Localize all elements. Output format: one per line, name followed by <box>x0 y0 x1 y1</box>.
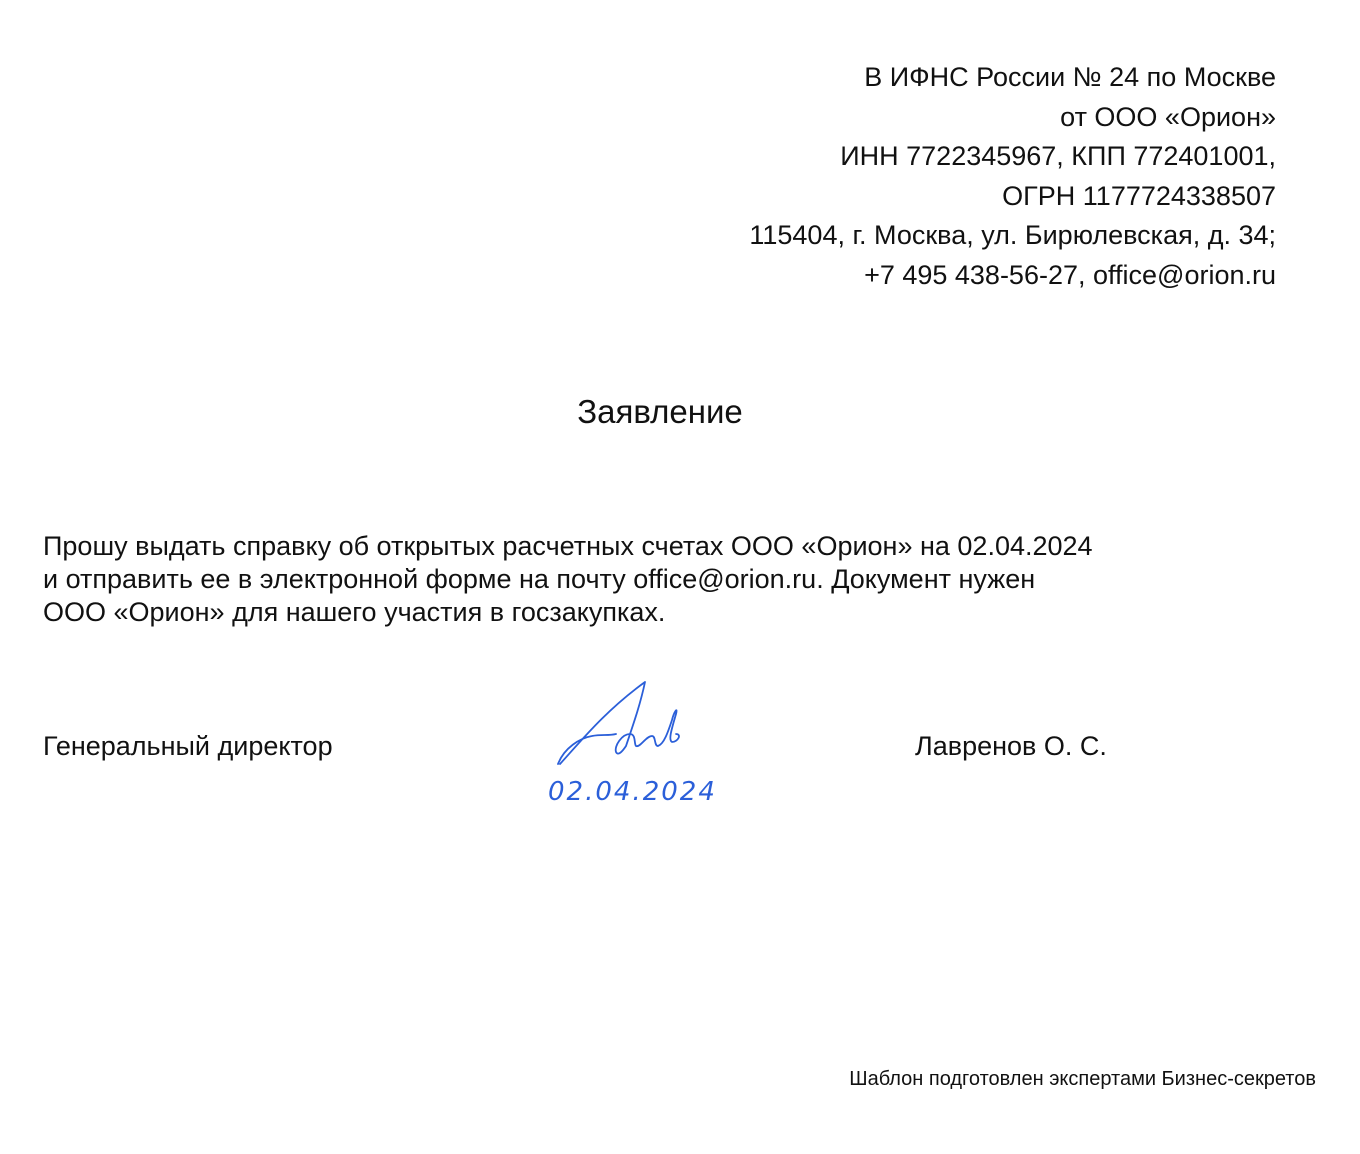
request-body <box>43 530 1093 629</box>
body-line: ООО «Орион» для нашего участия в госзакупках. <box>43 597 666 627</box>
addressee-line: ИНН 7722345967, КПП 772401001, <box>840 141 1276 171</box>
body-line: Прошу выдать справку об открытых расчетных счетах ООО «Орион» на 02.04.2024 <box>43 531 1093 561</box>
signer-position: Генеральный директор <box>43 731 333 761</box>
signer-name: Лавренов О. С. <box>915 731 1107 761</box>
addressee-line: 115404, г. Москва, ул. Бирюлевская, д. 34; <box>749 220 1276 250</box>
addressee-block <box>749 58 1276 295</box>
body-line: и отправить ее в электронной форме на почту office@orion.ru. Документ нужен <box>43 564 1036 594</box>
handwritten-signature-icon <box>550 676 690 776</box>
document-title: Заявление <box>577 393 743 430</box>
addressee-line: В ИФНС России № 24 по Москве <box>864 62 1276 92</box>
handwritten-date: 02.04.2024 <box>548 777 717 807</box>
addressee-line: +7 495 438-56-27, office@orion.ru <box>864 259 1276 290</box>
template-credit: Шаблон подготовлен экспертами Бизнес-секретов <box>849 1068 1316 1090</box>
addressee-line: от ООО «Орион» <box>1060 101 1276 132</box>
addressee-line: ОГРН 1177724338507 <box>1002 180 1276 211</box>
